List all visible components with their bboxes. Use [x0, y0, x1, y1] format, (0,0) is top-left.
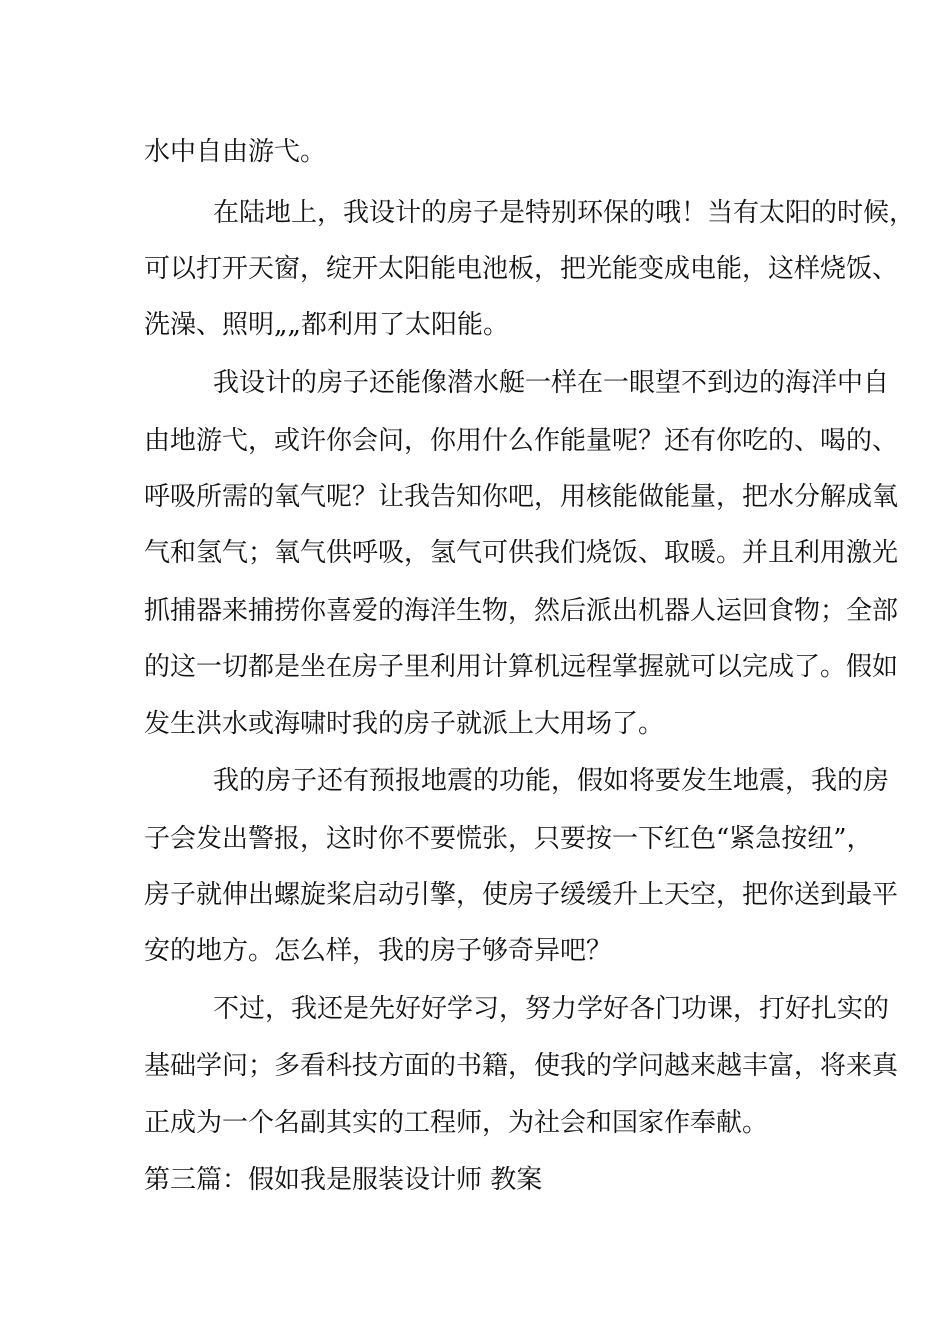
section-heading: 第三篇：假如我是服装设计师 教案 [144, 1165, 543, 1195]
text-line: 发生洪水或海啸时我的房子就派上大用场了。 [144, 709, 665, 739]
text-line: 不过，我还是先好好学习，努力学好各门功课，打好扎实的 [213, 994, 890, 1024]
text-line: 在陆地上，我设计的房子是特别环保的哦！当有太阳的时候， [213, 198, 916, 228]
text-line: 安的地方。怎么样，我的房子够奇异吧？ [144, 936, 613, 966]
text-line: 气和氢气；氧气供呼吸，氢气可供我们烧饭、取暖。并且利用激光 [144, 538, 899, 568]
text-line: 房子就伸出螺旋桨启动引擎，使房子缓缓升上天空，把你送到最平 [144, 880, 899, 910]
text-line: 水中自由游弋。 [144, 137, 327, 167]
text-line: 基础学问；多看科技方面的书籍，使我的学问越来越丰富，将来真 [144, 1051, 899, 1081]
text-line: 的这一切都是坐在房子里利用计算机远程掌握就可以完成了。假如 [144, 652, 899, 682]
text-line: 抓捕器来捕捞你喜爱的海洋生物，然后派出机器人运回食物；全部 [144, 596, 899, 626]
text-line: 呼吸所需的氧气呢？让我告知你吧，用核能做能量，把水分解成氧 [144, 482, 899, 512]
text-line: 我设计的房子还能像潜水艇一样在一眼望不到边的海洋中自 [213, 368, 890, 398]
text-line: 子会发出警报，这时你不要慌张，只要按一下红色“紧急按纽”， [144, 824, 873, 854]
text-line: 正成为一个名副其实的工程师，为社会和国家作奉献。 [144, 1108, 769, 1138]
text-line: 我的房子还有预报地震的功能，假如将要发生地震，我的房 [213, 766, 890, 796]
text-line: 洗澡、照明„„都利用了太阳能。 [144, 310, 509, 340]
text-line: 由地游弋，或许你会问，你用什么作能量呢？还有你吃的、喝的、 [144, 426, 899, 456]
text-line: 可以打开天窗，绽开太阳能电池板，把光能变成电能，这样烧饭、 [144, 254, 899, 284]
